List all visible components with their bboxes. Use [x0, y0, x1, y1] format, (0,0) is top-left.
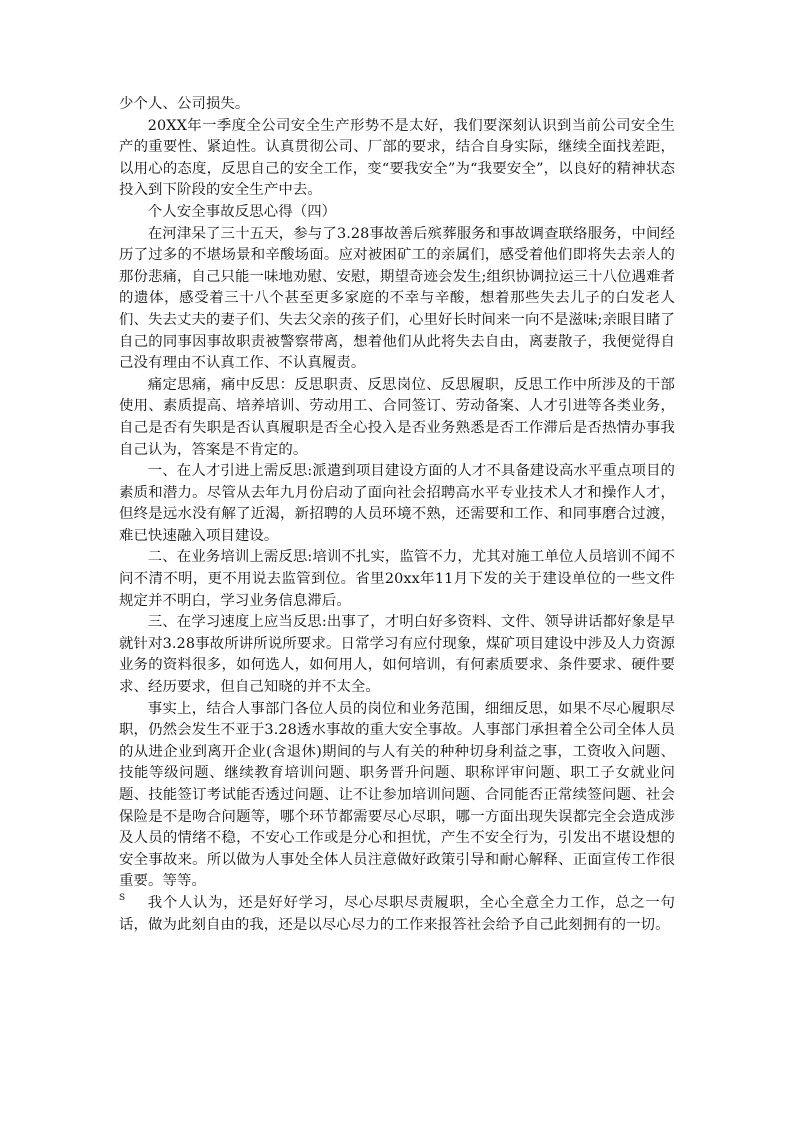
document-body	[119, 94, 675, 936]
paragraph-8: 事实上，结合人事部门各位人员的岗位和业务范围，细细反思，如果不尽心履职尽职，仍然会发生不亚于3.28透水事故的重大安全事故。人事部门承担着全公司全体人员的从进企业到离开企业(含退休)期间的与人有关的种种切身利益之事，工资收入问题、技能等级问题、继续教育培训问题、职务晋升问题、职称评审问题、职工子女就业问题、技能签订考试能否透过问题、让不让参加培训问题、合同能否正常续签问题、社会保险是不是吻合问题等，哪个环节都需要尽心尽职，哪一方面出现失误都完全会造成涉及人员的情绪不稳，不安心工作或是分心和担忧，产生不安全行为，引发出不堪设想的安全事故来。所以做为人事处全体人员注意做好政策引导和耐心解释、正面宣传工作很重要。等等。	[119, 700, 675, 890]
paragraph-4: 痛定思痛，痛中反思：反思职责、反思岗位、反思履职，反思工作中所涉及的干部使用、素质提高、培养培训、劳动用工、合同签订、劳动备案、人才引进等各类业务，自己是否有失职是否认真履职是否全心投入是否业务熟悉是否工作滞后是否热情办事我自己认为，答案是不肯定的。	[119, 376, 675, 458]
paragraph-3: 在河津呆了三十五天，参与了3.28事故善后殡葬服务和事故调查联络服务，中间经历了过多的不堪场景和辛酸场面。应对被困矿工的亲属们，感受着他们即将失去亲人的那份悲痛，自己只能一味地劝慰、安慰，期望奇迹会发生;组织协调拉运三十八位遇难者的遗体，感受着三十八个甚至更多家庭的不幸与辛酸，想着那些失去儿子的白发老人们、失去丈夫的妻子们、失去父亲的孩子们，心里好长时间来一向不是滋味;亲眼目睹了自己的同事因事故职责被警察带离，想着他们从此将失去自由，离妻散子，我便觉得自己没有理由不认真工作、不认真履责。	[119, 225, 675, 372]
paragraph-1: 少个人、公司损失。	[119, 96, 250, 112]
paragraph-2: 20XX年一季度全公司安全生产形势不是太好，我们要深刻认识到当前公司安全生产的重要性、紧迫性。认真贯彻公司、厂部的要求，结合自身实际，继续全面找差距，以用心的态度，反思自己的安全工作，变“要我安全”为“我要安全”，以良好的精神状态投入到下阶段的安全生产中去。	[119, 117, 675, 199]
paragraph-7: 三、在学习速度上应当反思:出事了，才明白好多资料、文件、领导讲话都好象是早就针对3.28事故所讲所说所要求。日常学习有应付现象，煤矿项目建设中涉及人力资源业务的资料很多，如何选人，如何用人，如何培训，有何素质要求、条件要求、硬件要求、经历要求，但自己知晓的并不太全。	[119, 614, 675, 696]
footer-mark: s	[119, 889, 126, 903]
paragraph-5: 一、在人才引进上需反思:派遣到项目建设方面的人才不具备建设高水平重点项目的素质和潜力。尽管从去年九月份启动了面向社会招聘高水平专业技术人才和操作人才，但终是远水没有解了近渴，新招聘的人员环境不熟，还需要和工作、和同事磨合过渡，难已快速融入项目建设。	[119, 463, 675, 544]
section-heading: 个人安全事故反思心得（四）	[147, 203, 337, 220]
paragraph-6: 二、在业务培训上需反思:培训不扎实，监管不力，尤其对施工单位人员培训不闻不问不清不明，更不用说去监管到位。省里20xx年11月下发的关于建设单位的一些文件规定并不明白，学习业务信息滞后。	[119, 549, 675, 609]
paragraph-9: 我个人认为，还是好好学习，尽心尽职尽责履职，全心全意全力工作，总之一句话，做为此刻自由的我，还是以尽心尽力的工作来报答社会给予自己此刻拥有的一切。	[119, 894, 675, 933]
